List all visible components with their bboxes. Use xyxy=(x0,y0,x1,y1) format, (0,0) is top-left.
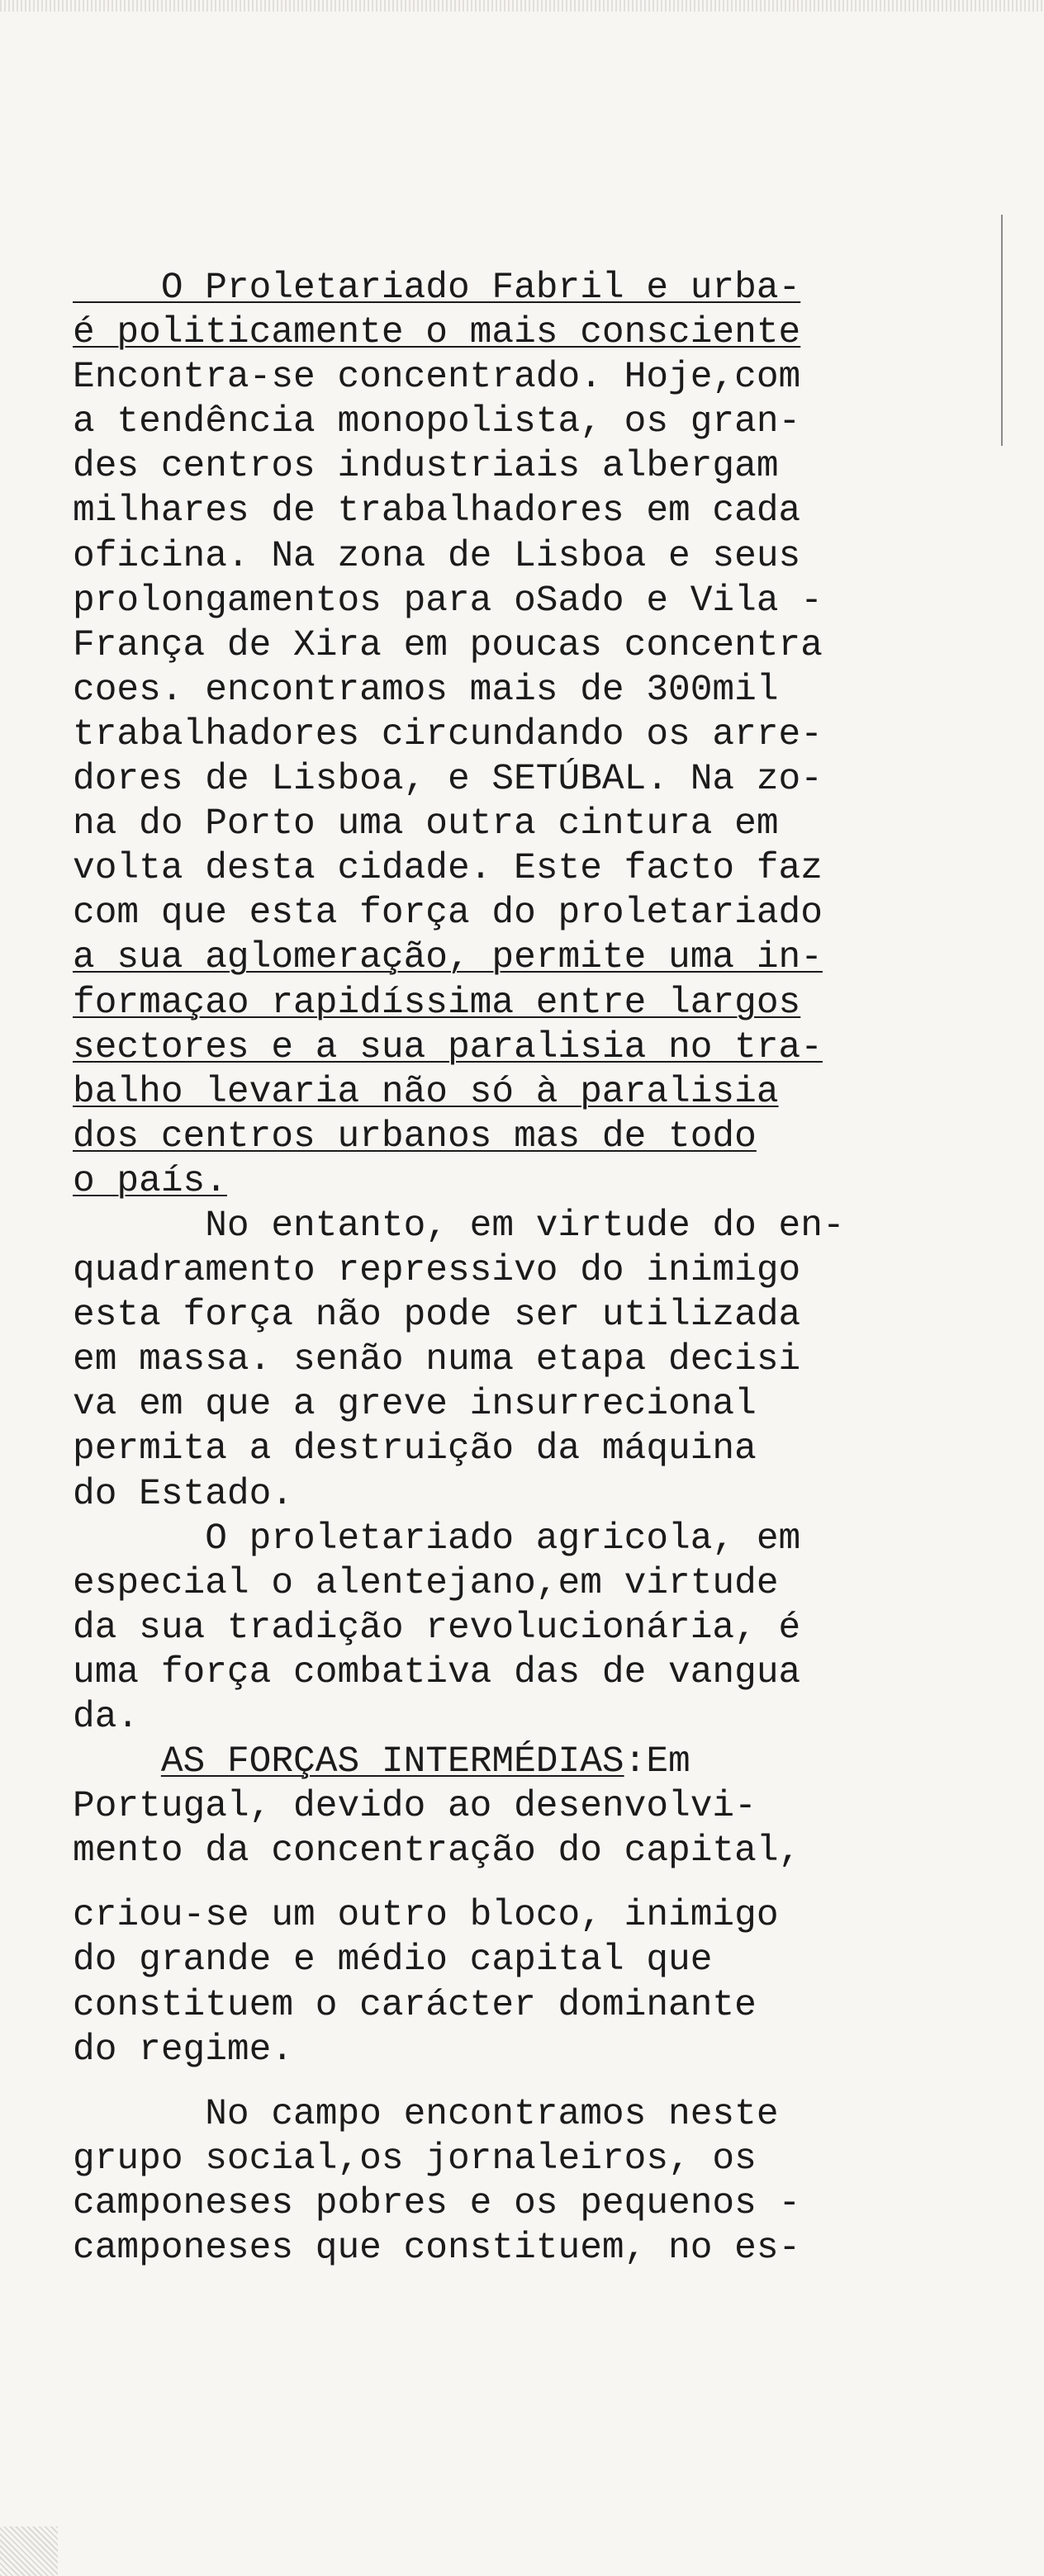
text-line: mento da concentração do capital, xyxy=(73,1830,801,1873)
text-line: dores de Lisboa, e SETÚBAL. Na zo- xyxy=(73,759,823,801)
text-line: uma força combativa das de vangua xyxy=(73,1651,801,1693)
text-line: coes. encontramos mais de 300mil xyxy=(73,669,779,711)
text-line: formaçao rapidíssima entre largos xyxy=(73,982,801,1024)
text-line: da sua tradição revolucionária, é xyxy=(73,1607,801,1649)
text-line: va em que a greve insurrecional xyxy=(73,1384,757,1426)
text-line: da. xyxy=(73,1697,140,1738)
text-line: esta força não pode ser utilizada xyxy=(73,1295,801,1337)
text-line: do regime. xyxy=(73,2029,294,2071)
text-line: oficina. Na zona de Lisboa e seus xyxy=(73,535,801,577)
section-heading: AS FORÇAS INTERMÉDIAS xyxy=(160,1741,624,1783)
text-line: a sua aglomeração, permite uma in- xyxy=(73,937,823,979)
text-line: volta desta cidade. Este facto faz xyxy=(73,848,823,890)
scan-bottom-corner xyxy=(0,2526,58,2576)
heading-line xyxy=(73,1740,899,1784)
text-line: criou-se um outro bloco, inimigo xyxy=(73,1895,779,1937)
text-line: especial o alentejano,em virtude xyxy=(73,1562,779,1604)
typescript-page xyxy=(73,266,899,2271)
text-line: dos centros urbanos mas de todo xyxy=(73,1115,757,1158)
text-line: balho levaria não só à paralisia xyxy=(73,1071,779,1113)
margin-pencil-mark xyxy=(1001,215,1003,446)
text-line: na do Porto uma outra cintura em xyxy=(73,803,779,845)
paragraph-no-entanto xyxy=(73,1204,899,1517)
text-line: prolongamentos para oSado e Vila - xyxy=(73,580,823,622)
text-line: Portugal, devido ao desenvolvi- xyxy=(73,1786,757,1828)
text-line: O Proletariado Fabril e urba- xyxy=(73,268,801,309)
paragraph-forcas-intermedias xyxy=(73,1740,899,1873)
text-line: No entanto, em virtude do en- xyxy=(73,1205,845,1247)
page-join-gap xyxy=(73,1873,899,1893)
text-line: constituem o carácter dominante xyxy=(73,1984,757,2026)
text-line: camponeses pobres e os pequenos - xyxy=(73,2182,801,2224)
text-line: grupo social,os jornaleiros, os xyxy=(73,2138,757,2180)
scan-top-edge xyxy=(0,0,1044,12)
text-line: quadramento repressivo do inimigo xyxy=(73,1250,801,1292)
text-line: França de Xira em poucas concentra xyxy=(73,624,823,666)
text-line: sectores e a sua paralisia no tra- xyxy=(73,1026,823,1068)
paragraph-outro-bloco xyxy=(73,1893,899,2072)
text-line: O proletariado agricola, em xyxy=(73,1518,801,1560)
text-line: o país. xyxy=(73,1160,227,1202)
text-line: do Estado. xyxy=(73,1473,294,1515)
text-line: do grande e médio capital que xyxy=(73,1939,713,1982)
text-line: a tendência monopolista, os gran- xyxy=(73,401,801,443)
text-line: com que esta força do proletariado xyxy=(73,893,823,935)
text-line: é politicamente o mais consciente xyxy=(73,312,801,354)
heading-continuation: :Em xyxy=(624,1741,690,1783)
paragraph-gap xyxy=(73,2072,899,2092)
text-line: No campo encontramos neste xyxy=(73,2093,779,2135)
text-line: Encontra-se concentrado. Hoje,com xyxy=(73,357,801,399)
text-line: trabalhadores circundando os arre- xyxy=(73,713,823,755)
paragraph-proletariado-agricola xyxy=(73,1517,899,1740)
paragraph-proletariado-fabril xyxy=(73,266,899,1204)
text-line: milhares de trabalhadores em cada xyxy=(73,490,801,533)
text-line: camponeses que constituem, no es- xyxy=(73,2228,801,2270)
paragraph-no-campo xyxy=(73,2092,899,2271)
text-line: des centros industriais albergam xyxy=(73,446,779,488)
text-line: permita a destruição da máquina xyxy=(73,1428,757,1470)
text-line: em massa. senão numa etapa decisi xyxy=(73,1339,801,1381)
